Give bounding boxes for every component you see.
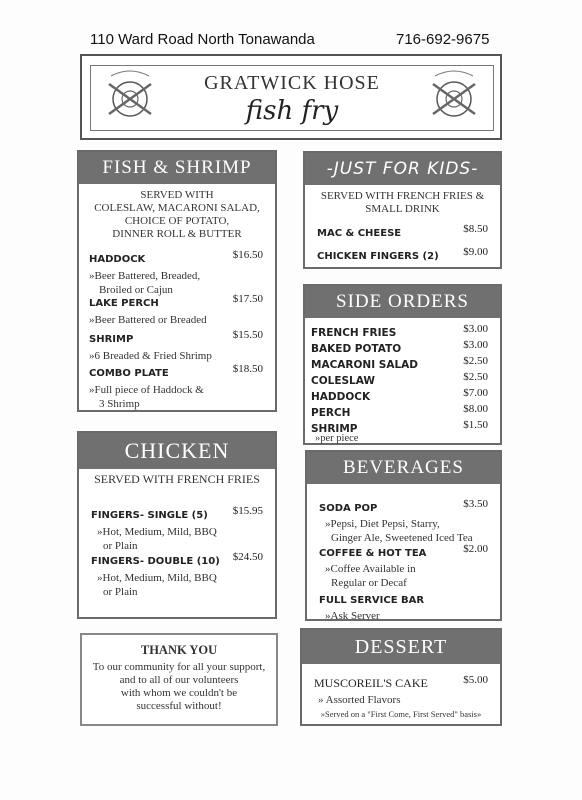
kids-served-with: SERVED WITH FRENCH FRIES & SMALL DRINK bbox=[320, 190, 485, 215]
menu-item-soda-pop: SODA POP $3.50 »Pepsi, Diet Pepsi, Starry, Ginger Ale, Sweetened Iced Tea bbox=[319, 498, 488, 544]
side-orders-heading: SIDE ORDERS bbox=[305, 286, 500, 318]
menu-item-shrimp: SHRIMP $15.50 »6 Breaded & Fried Shrimp bbox=[89, 329, 263, 362]
menu-item-coffee-hot-tea: COFFEE & HOT TEA $2.00 »Coffee Available in Regular or Decaf bbox=[319, 543, 488, 589]
side-item-haddock: HADDOCK $7.00 bbox=[311, 387, 488, 403]
side-item-french-fries: FRENCH FRIES $3.00 bbox=[311, 323, 488, 339]
banner-title: GRATWICK HOSE bbox=[204, 72, 380, 94]
fish-shrimp-heading: FISH & SHRIMP bbox=[79, 152, 275, 184]
beverages-heading: BEVERAGES bbox=[307, 452, 500, 484]
fish-served-with: SERVED WITH COLESLAW, MACARONI SALAD, CHOICE OF POTATO, DINNER ROLL & BUTTER bbox=[94, 189, 260, 240]
kids-heading: -JUST FOR KIDS- bbox=[305, 153, 500, 185]
thank-you-message: To our community for all your support, and to all of our volunteers with whom we couldn't be successful without! bbox=[92, 661, 266, 712]
thank-you-section bbox=[80, 633, 278, 726]
kids-section bbox=[303, 151, 502, 269]
menu-item-mac-cheese: MAC & CHEESE $8.50 bbox=[317, 223, 488, 239]
phone: 716-692-9675 bbox=[396, 31, 490, 48]
dessert-section bbox=[300, 628, 502, 726]
side-item-macaroni-salad: MACARONI SALAD $2.50 bbox=[311, 355, 488, 371]
menu-item-chicken-fingers-kids: CHICKEN FINGERS (2) $9.00 bbox=[317, 246, 488, 262]
menu-item-haddock: HADDOCK $16.50 »Beer Battered, Breaded, Broiled or Cajun bbox=[89, 249, 263, 296]
banner bbox=[80, 54, 502, 140]
banner-inner bbox=[90, 65, 494, 131]
menu-item-fingers-single: FINGERS- SINGLE (5) $15.95 »Hot, Medium, Mild, BBQ or Plain bbox=[91, 505, 263, 552]
side-item-baked-potato: BAKED POTATO $3.00 bbox=[311, 339, 488, 355]
chicken-heading: CHICKEN bbox=[79, 433, 275, 469]
side-item-perch: PERCH $8.00 bbox=[311, 403, 488, 419]
menu-item-lake-perch: LAKE PERCH $17.50 »Beer Battered or Breaded bbox=[89, 293, 263, 326]
side-item-coleslaw: COLESLAW $2.50 bbox=[311, 371, 488, 387]
thank-you-heading: THANK YOU bbox=[140, 643, 218, 657]
banner-subtitle: fish fry bbox=[245, 96, 339, 126]
chicken-section bbox=[77, 431, 277, 619]
fish-shrimp-section bbox=[77, 150, 277, 412]
dessert-heading: DESSERT bbox=[302, 630, 500, 664]
side-note: »per piece bbox=[315, 433, 359, 444]
side-item-shrimp: SHRIMP $1.50 bbox=[311, 419, 488, 435]
fire-company-logo-right bbox=[425, 68, 483, 126]
address: 110 Ward Road North Tonawanda bbox=[90, 31, 315, 48]
beverages-section bbox=[305, 450, 502, 621]
side-orders-section bbox=[303, 284, 502, 445]
chicken-served-with: SERVED WITH FRENCH FRIES bbox=[94, 472, 260, 486]
menu-item-full-service-bar: FULL SERVICE BAR »Ask Server bbox=[319, 595, 425, 622]
menu-item-fingers-double: FINGERS- DOUBLE (10) $24.50 »Hot, Medium, Mild, BBQ or Plain bbox=[91, 551, 263, 598]
dessert-note: »Served on a "First Come, First Served" basis» bbox=[320, 709, 482, 719]
menu-item-muscoreils-cake: MUSCOREIL'S CAKE $5.00 » Assorted Flavors bbox=[314, 674, 488, 706]
menu-item-combo-plate: COMBO PLATE $18.50 »Full piece of Haddock & 3 Shrimp bbox=[89, 363, 263, 410]
